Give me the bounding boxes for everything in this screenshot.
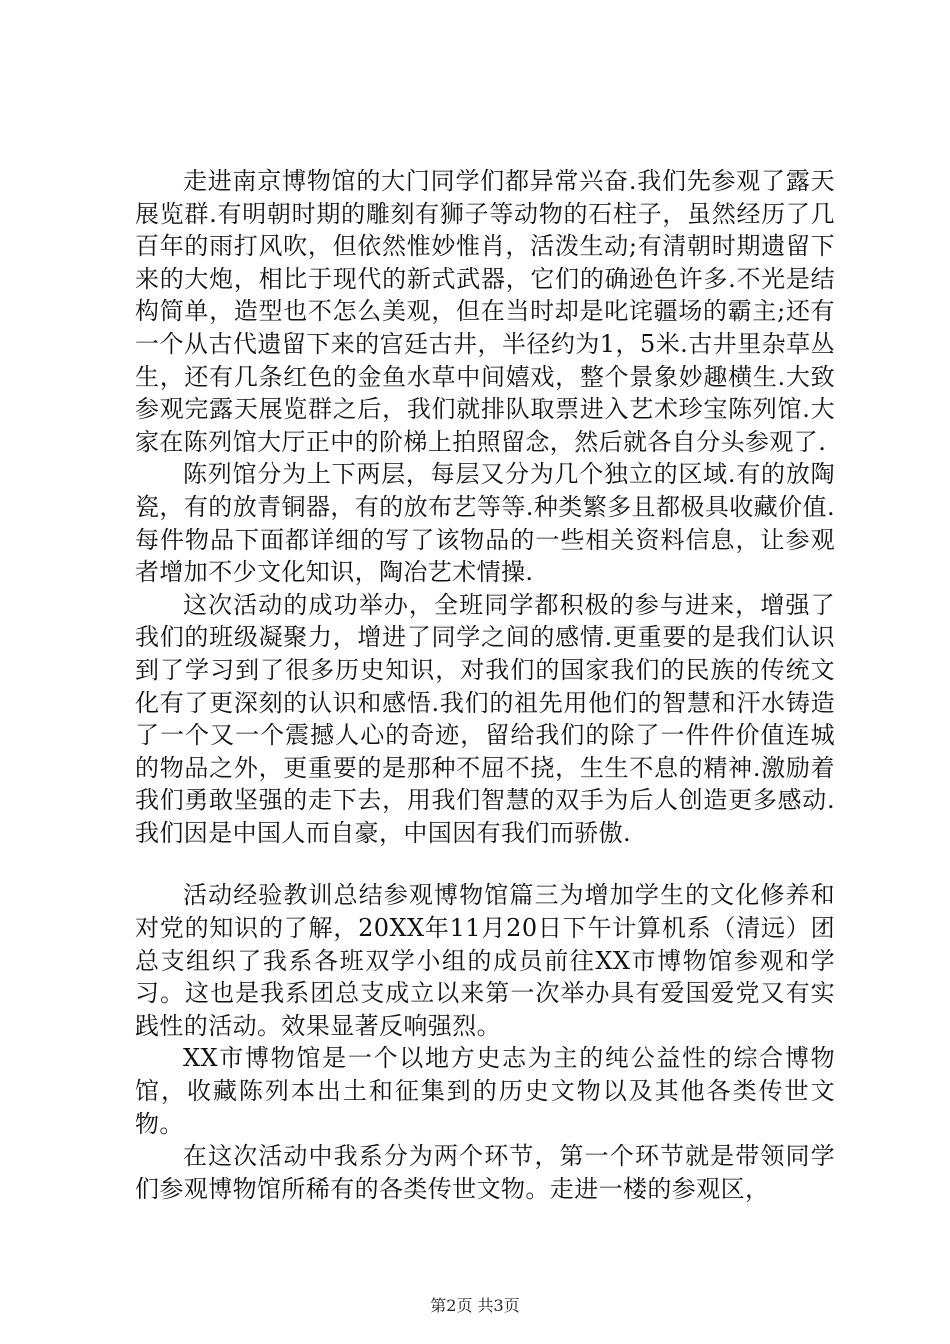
paragraph-exhibition-hall: 陈列馆分为上下两层，每层又分为几个独立的区域.有的放陶瓷，有的放青铜器，有的放布艺等等.种类繁多且都极具收藏价值.每件物品下面都详细的写了该物品的一些相关资料信息，让参观者增加不少文化知识，陶冶艺术情操. — [135, 460, 835, 587]
document-body — [135, 165, 835, 1205]
paragraph-activity-stages: 在这次活动中我系分为两个环节，第一个环节就是带领同学们参观博物馆所稀有的各类传世文物。走进一楼的参观区， — [135, 1142, 835, 1203]
section-gap — [135, 849, 835, 879]
paragraph-museum-description: XX市博物馆是一个以地方史志为主的纯公益性的综合博物馆，收藏陈列本出土和征集到的历史文物以及其他各类传世文物。 — [135, 1044, 835, 1138]
paragraph-article-three-intro: 活动经验教训总结参观博物馆篇三为增加学生的文化修养和对党的知识的了解，20XX年11月20日下午计算机系（清远）团总支组织了我系各班双学小组的成员前往XX市博物馆参观和学习。这也是我系团总支成立以来第一次举办具有爱国爱党又有实践性的活动。效果显著反响强烈。 — [135, 881, 835, 1040]
paragraph-activity-summary: 这次活动的成功举办，全班同学都积极的参与进来，增强了我们的班级凝聚力，增进了同学之间的感情.更重要的是我们认识到了学习到了很多历史知识，对我们的国家我们的民族的传统文化有了更深刻的认识和感悟.我们的祖先用他们的智慧和汗水铸造了一个又一个震撼人心的奇迹，留给我们的除了一件件价值连城的物品之外，更重要的是那种不屈不挠，生生不息的精神.激励着我们勇敢坚强的走下去，用我们智慧的双手为后人创造更多感动.我们因是中国人而自豪，中国因有我们而骄傲. — [135, 590, 835, 847]
page-number-footer: 第2页 共3页 — [430, 1296, 520, 1315]
paragraph-museum-entrance: 走进南京博物馆的大门同学们都异常兴奋.我们先参观了露天展览群.有明朝时期的雕刻有狮子等动物的石柱子，虽然经历了几百年的雨打风吹，但依然惟妙惟肖，活泼生动;有清朝时期遗留下来的大炮，相比于现代的新式武器，它们的确逊色许多.不光是结构简单，造型也不怎么美观，但在当时却是叱诧疆场的霸主;还有一个从古代遗留下来的宫廷古井，半径约为1，5米.古井里杂草丛生，还有几条红色的金鱼水草中间嬉戏，整个景象妙趣横生.大致参观完露天展览群之后，我们就排队取票进入艺术珍宝陈列馆.大家在陈列馆大厅正中的阶梯上拍照留念，然后就各自分头参观了. — [135, 167, 835, 456]
